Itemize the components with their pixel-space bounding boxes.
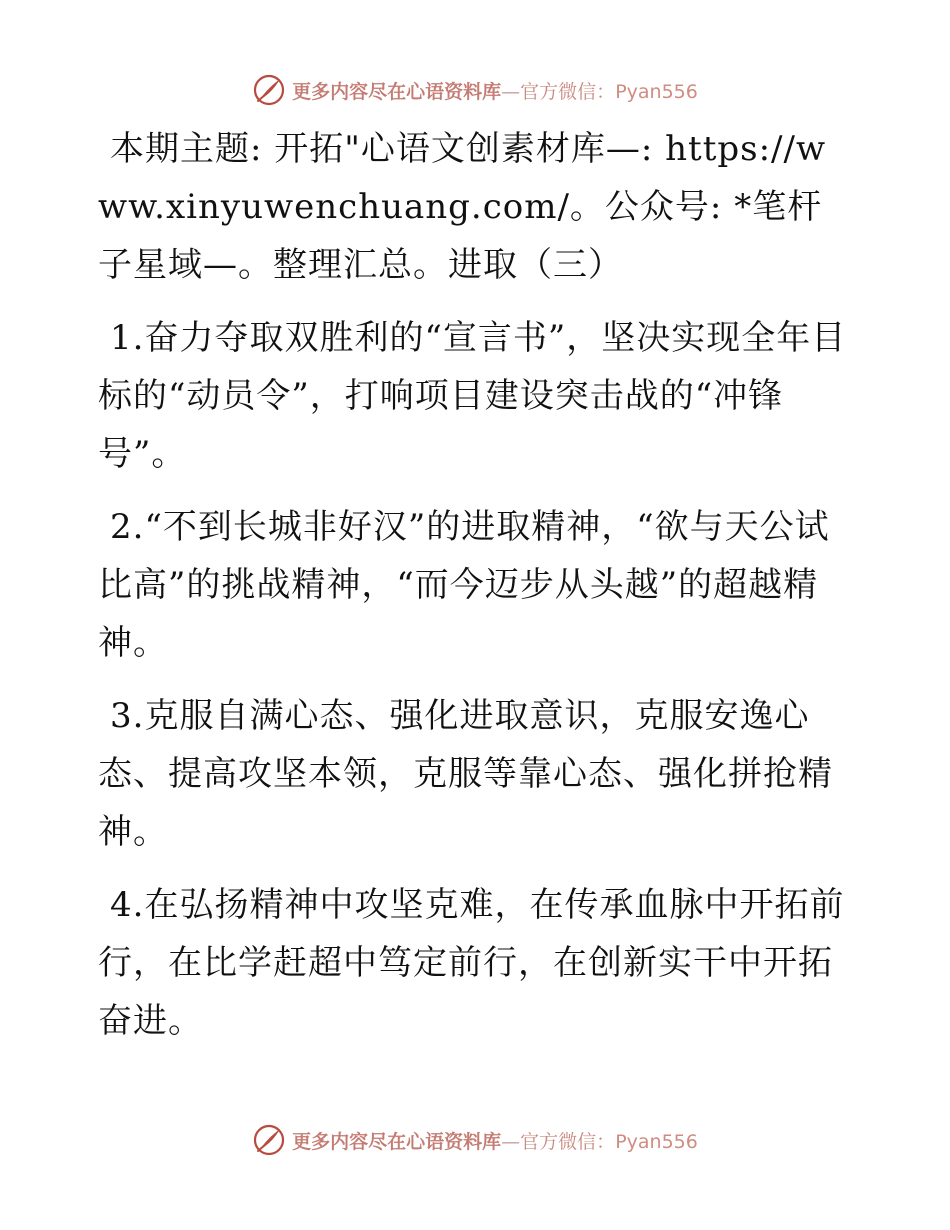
banner-main-text: 更多内容尽在心语资料库	[292, 80, 502, 103]
item-text-3: 3.克服自满心态、强化进取意识，克服安逸心态、提高攻坚本领，克服等靠心态、强化拼抢精神。	[98, 696, 833, 852]
item-paragraph-3	[98, 687, 854, 861]
item-text-4: 4.在弘扬精神中攻坚克难，在传承血脉中开拓前行，在比学赶超中笃定前行，在创新实干中开拓奋进。	[98, 885, 845, 1041]
topic-text: 本期主题: 开拓"心语文创素材库—: https://www.xinyuwenchuang.com/。公众号: *笔杆子星域—。整理汇总。进取（三）	[98, 129, 827, 285]
item-paragraph-2	[98, 498, 854, 672]
banner-wechat-label: 官方微信：	[520, 80, 616, 103]
item-text-1: 1.奋力夺取双胜利的“宣言书”，坚决实现全年目标的“动员令”，打响项目建设突击战的“冲锋号”。	[98, 318, 847, 474]
header-banner	[0, 70, 950, 110]
feather-pen-logo-icon	[252, 73, 286, 107]
banner-wechat-label: 官方微信：	[520, 1130, 616, 1153]
topic-paragraph	[98, 120, 854, 294]
banner-separator: —	[501, 80, 521, 103]
banner-text	[292, 1127, 698, 1154]
banner-wechat-id: Pyan556	[615, 1130, 698, 1153]
banner-text	[292, 77, 698, 104]
item-paragraph-1	[98, 309, 854, 483]
footer-banner	[0, 1120, 950, 1160]
banner-main-text: 更多内容尽在心语资料库	[292, 1130, 502, 1153]
item-paragraph-4	[98, 876, 854, 1050]
document-body	[98, 120, 854, 1065]
banner-wechat-id: Pyan556	[615, 80, 698, 103]
feather-pen-logo-icon	[252, 1123, 286, 1157]
banner-separator: —	[501, 1130, 521, 1153]
item-text-2: 2.“不到长城非好汉”的进取精神，“欲与天公试比高”的挑战精神，“而今迈步从头越”的超越精神。	[98, 507, 830, 663]
